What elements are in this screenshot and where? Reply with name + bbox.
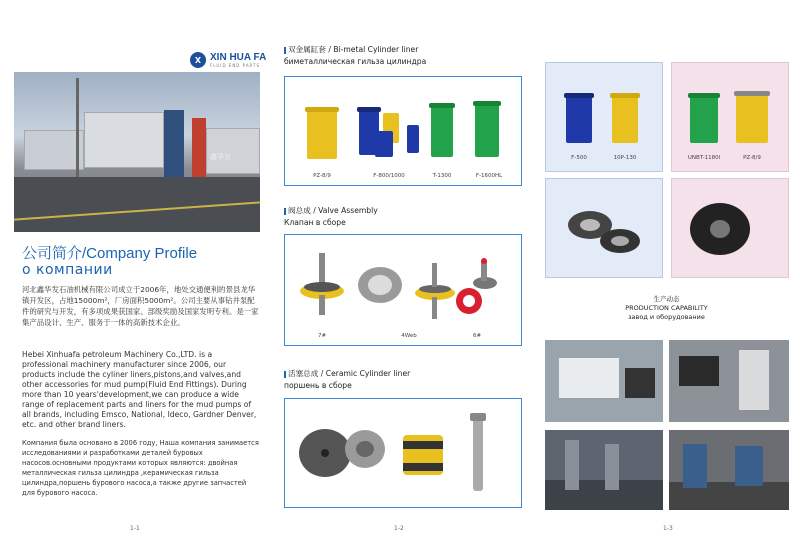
section-title-valve: 阀总成 / Valve Assembly xyxy=(284,205,378,216)
company-logo xyxy=(190,52,266,68)
section-title-liner: 双金属缸套 / Bi-metal Cylinder liner xyxy=(284,44,418,55)
logo-subtitle: FLUID END PARTS xyxy=(210,62,261,68)
valve-product-frame xyxy=(284,234,522,346)
liner-t1300-image xyxy=(431,103,453,157)
production-photo-equipment xyxy=(669,340,789,422)
production-title-ru: завод и оборудование xyxy=(628,313,705,321)
company-intro-ru: Компания была основано в 2006 году, Наша компания занимается исследованиями и разработками деталей буровых насосов.основными продуктами которых являются: двойная металлическая гильза цилиндра ,керамическая гильза цилиндра,поршень бурового насоса,а также другие запчастей для бурового насоса. xyxy=(22,439,259,497)
section-subtitle-liner: биметаллическая гильза цилиндра xyxy=(284,57,427,66)
liner-caption: F-800/1000 xyxy=(373,173,405,179)
production-page xyxy=(533,0,800,556)
liner-caption: F-1600HL xyxy=(475,173,503,179)
section-title-ceramic: 活塞总成 / Ceramic Cylinder liner xyxy=(284,368,410,379)
liner-product-frame xyxy=(284,76,522,186)
liner-f1600hl-image xyxy=(475,101,499,157)
production-title-en: PRODUCTION CAPABILITY xyxy=(625,304,708,312)
section-subtitle-ceramic: поршень в сборе xyxy=(284,381,352,390)
valve-seat-showcase xyxy=(545,178,663,278)
liner-showcase-pink xyxy=(671,62,789,172)
factory-photo xyxy=(14,72,260,232)
valve-caption: 7# xyxy=(317,333,327,339)
valve-caption: 4Web xyxy=(401,333,417,339)
logo-mark-icon: X xyxy=(190,52,206,68)
page-number: 1-1 xyxy=(130,525,140,532)
piston-assembly-image xyxy=(285,399,521,507)
company-profile-title: 公司简介/Company Profile xyxy=(22,245,198,262)
liner-caption: 10P-130 xyxy=(613,155,637,161)
liner-caption: F-500 xyxy=(571,155,587,161)
company-profile-title-ru: о компании xyxy=(22,262,113,278)
liner-caption: PZ-8/9 xyxy=(743,155,761,161)
logo-name: XIN HUA FA xyxy=(210,51,267,63)
liner-caption: UNBT-1180l xyxy=(687,155,721,161)
liner-pz89-image xyxy=(307,107,337,159)
liner-caption: T-1300 xyxy=(432,173,452,179)
flange-showcase xyxy=(671,178,789,278)
page-number: 1-2 xyxy=(394,525,404,532)
liner-showcase-blue xyxy=(545,62,663,172)
production-photo-workshop xyxy=(545,430,663,510)
page-number: 1-3 xyxy=(663,525,673,532)
products-page xyxy=(268,0,533,556)
valve-caption: 6# xyxy=(472,333,482,339)
company-intro-en: Hebei Xinhuafa petroleum Machinery Co.,LTD. is a professional machinery manufacturer since 2006, our products include the cyliner liners,pistons,and valves,and other accessories for mud pump(Fluid End Fittings). During more than 10 years'development,we can produce a wide range of replacement parts and liners for the mud pumps of all brands, including Emsco, National, Ideco, Gardner Denver, etc. and other brand liners. xyxy=(22,350,257,429)
factory-watermark: 鑫华发 xyxy=(210,153,231,161)
production-photo-machines xyxy=(669,430,789,510)
company-profile-page xyxy=(0,0,268,556)
production-title-cn: 生产动态 xyxy=(653,295,680,303)
valve-assembly-image xyxy=(285,235,521,345)
production-photo-lab xyxy=(545,340,663,422)
ceramic-product-frame xyxy=(284,398,522,508)
liner-caption: PZ-8/9 xyxy=(313,173,331,179)
company-intro-cn: 河北鑫华发石油机械有限公司成立于2006年，地处交通便利的景县龙华镇开发区，占地15000m²，厂房面积5000m²。公司主要从事钻井泵配件的研究与开发，有多项成果获国家、部级奖励及国家发明专利。是一家集产品设计、生产、服务于一体的高新技术企业。 xyxy=(22,285,259,327)
section-subtitle-valve: Клапан в сборе xyxy=(284,218,346,227)
